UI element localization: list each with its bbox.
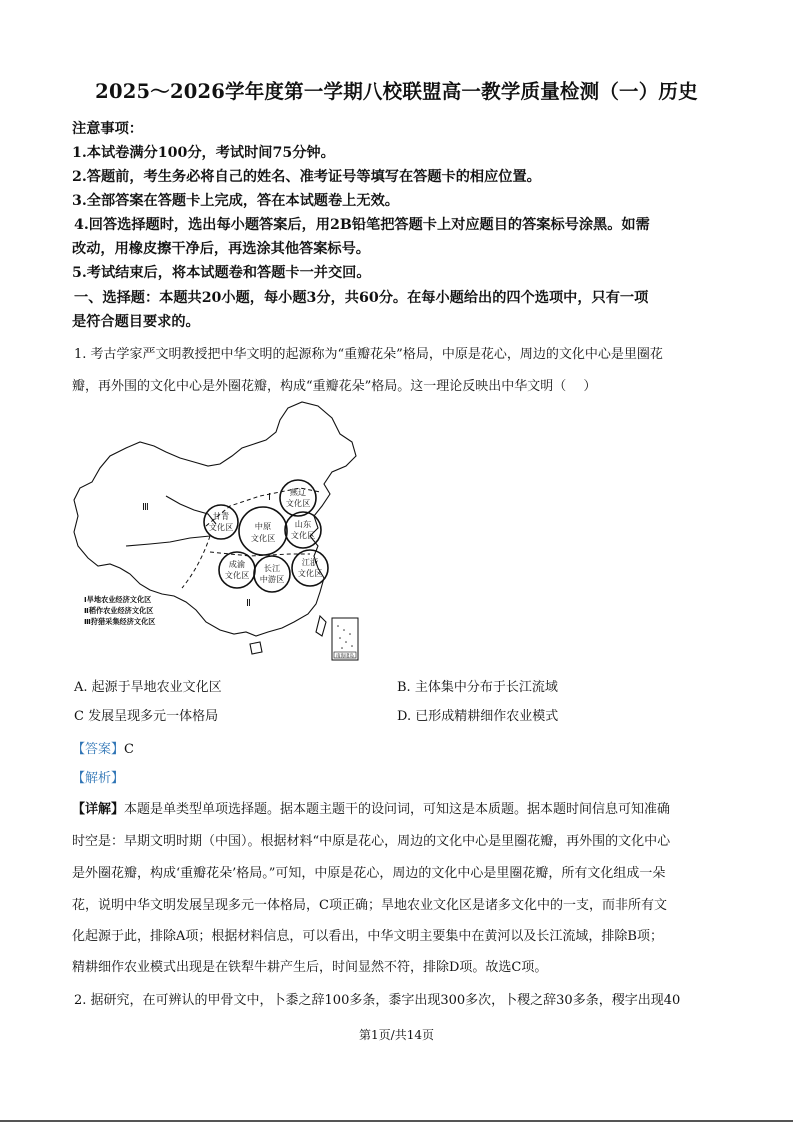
region-jiangzhe-1: 江浙 — [301, 557, 319, 567]
notice-item-1: 1.本试卷满分100分，考试时间75分钟。 — [72, 145, 335, 161]
detail-line-2: 时空是：早期文明时期（中国）。根据材料“中原是花心，周边的文化中心是里圈花瓣，再外围的文化中心 — [72, 834, 671, 849]
notice-item-3: 3.全部答案在答题卡上完成，答在本试题卷上无效。 — [72, 193, 399, 209]
region-shandong-2: 文化区 — [290, 530, 316, 540]
option-c: C 发展呈现多元一体格局 — [74, 709, 219, 724]
detail-line-3: 是外圈花瓣，构成‘重瓣花朵’格局。”可知，中原是花心，周边的文化中心是里圈花瓣，所有文化组成一朵 — [72, 866, 666, 881]
zone-mark-III: Ⅲ — [142, 502, 149, 513]
page-number: 第1页/共14页 — [359, 1028, 434, 1042]
option-b: B. 主体集中分布于长江流域 — [397, 680, 558, 695]
analysis-label: 【解析】 — [72, 771, 125, 786]
south-sea-inset — [332, 618, 358, 660]
answer-value: C — [124, 742, 134, 757]
legend-item-3: Ⅲ狩猎采集经济文化区 — [84, 617, 156, 626]
zone-mark-II: Ⅱ — [246, 598, 251, 609]
q1-stem-line-1: 1. 考古学家严文明教授把中华文明的起源称为“重瓣花朵”格局，中原是花心，周边的文化中心是里圈花 — [74, 347, 663, 362]
china-culture-map — [70, 396, 362, 664]
detail-line-4: 花，说明中华文明发展呈现多元一体格局，C项正确；旱地农业文化区是诸多文化中的一支，而非所有文 — [72, 898, 667, 913]
region-chengyu-2: 文化区 — [224, 570, 250, 580]
region-jiangzhe-2: 文化区 — [297, 568, 323, 578]
zhongyuan-circle — [239, 507, 287, 555]
legend-item-1: Ⅰ旱地农业经济文化区 — [84, 595, 152, 604]
zone-mark-I: Ⅰ — [268, 492, 271, 503]
q1-stem-line-2: 瓣，再外围的文化中心是外圈花瓣，构成“重瓣花朵”格局。这一理论反映出中华文明（ ） — [72, 379, 597, 394]
notice-item-5: 5.考试结束后，将本试题卷和答题卡一并交回。 — [72, 265, 371, 281]
exam-title: 2025～2026学年度第一学期八校联盟高一教学质量检测（一）历史 — [95, 80, 698, 103]
legend-item-2: Ⅱ稻作农业经济文化区 — [84, 606, 154, 615]
notice-item-2: 2.答题前，考生务必将自己的姓名、准考证号等填写在答题卡的相应位置。 — [72, 169, 541, 185]
section-heading-cont: 是符合题目要求的。 — [72, 314, 200, 330]
region-shandong-1: 山东 — [294, 519, 312, 529]
region-changjiang-2: 中游区 — [259, 574, 285, 584]
detail-line-6: 精耕细作农业模式出现是在铁犁牛耕产生后，时间显然不符，排除D项。故选C项。 — [72, 960, 548, 975]
detail-label: 【详解】 — [72, 802, 125, 817]
region-yanliao-1: 燕辽 — [289, 487, 307, 497]
notice-item-4-cont: 改动，用橡皮擦干净后，再选涂其他答案标号。 — [72, 241, 370, 257]
option-d: D. 已形成精耕细作农业模式 — [397, 709, 559, 724]
region-zhongyuan-2: 文化区 — [250, 533, 276, 543]
region-zhongyuan-1: 中原 — [254, 521, 272, 531]
answer-line — [72, 738, 134, 757]
q2-stem-line-1: 2. 据研究，在可辨认的甲骨文中，卜黍之辞100多条，黍字出现300多次，卜稷之辞30多条，稷字出现40 — [74, 993, 681, 1008]
option-a: A. 起源于旱地农业文化区 — [74, 680, 222, 695]
notice-item-4: 4.回答选择题时，选出每小题答案后，用2B铅笔把答题卡上对应题目的答案标号涂黑。如需 — [74, 217, 650, 233]
region-ganqing-2: 文化区 — [208, 522, 234, 532]
detail-line-5: 化起源于此，排除A项；根据材料信息，可以看出，中华文明主要集中在黄河以及长江流域，排除B项； — [72, 929, 663, 944]
region-yanliao-2: 文化区 — [285, 498, 311, 508]
region-ganqing-1: 甘青 — [212, 511, 230, 521]
notice-heading: 注意事项： — [72, 121, 143, 137]
section-heading: 一、选择题：本题共20小题，每小题3分，共60分。在每小题给出的四个选项中，只有一项 — [74, 290, 649, 306]
region-chengyu-1: 成渝 — [228, 559, 246, 569]
inset-label: 南海诸岛 — [336, 654, 354, 659]
detail-text-1: 本题是单类型单项选择题。据本题主题干的设问词，可知这是本质题。据本题时间信息可知准确 — [124, 802, 671, 817]
answer-label: 【答案】 — [72, 742, 125, 757]
region-changjiang-1: 长江 — [263, 563, 281, 573]
detail-line-1 — [72, 798, 722, 817]
